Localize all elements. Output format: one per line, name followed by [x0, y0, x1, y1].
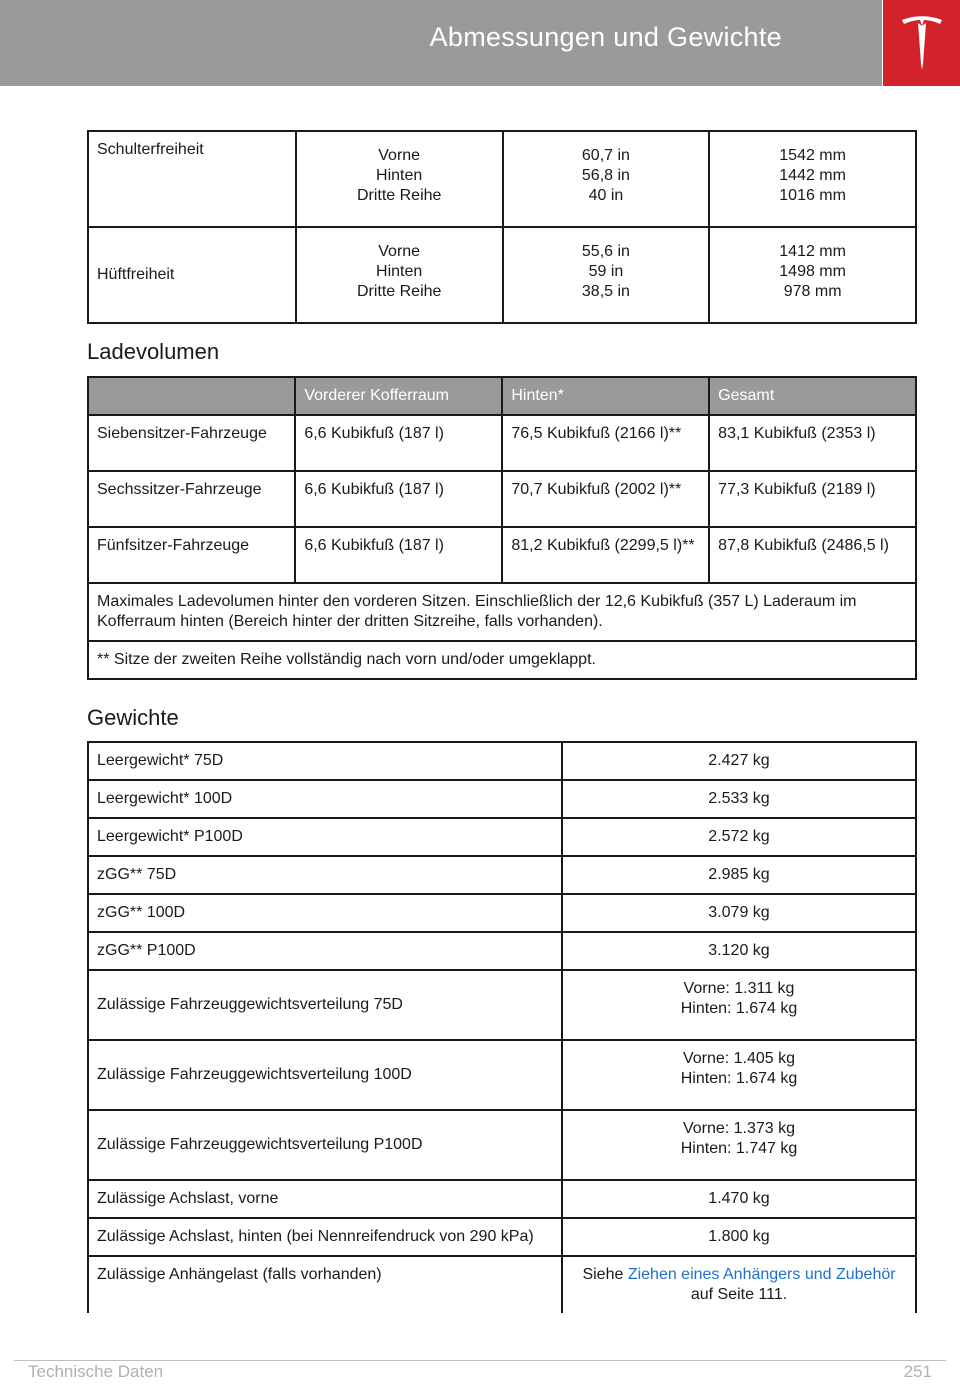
table-row: [88, 131, 916, 227]
weight-label: Leergewicht* 75D: [88, 742, 562, 780]
cell-line: Hinten: [376, 263, 423, 280]
column-header: Gesamt: [709, 377, 916, 415]
table-row: [88, 1218, 916, 1256]
cargo-footnote: ** Sitze der zweiten Reihe vollständig nach vorn und/oder umgeklappt.: [88, 641, 916, 679]
table-row: [88, 856, 916, 894]
weight-value: 3.079 kg: [562, 894, 916, 932]
trailer-suffix: auf Seite 111.: [690, 1286, 788, 1303]
table-cell: Fünfsitzer-Fahrzeuge: [88, 527, 295, 583]
table-row: [88, 932, 916, 970]
weight-label: zGG** 100D: [88, 894, 562, 932]
value-line: Hinten: 1.747 kg: [680, 1140, 798, 1157]
header-band: [0, 0, 882, 86]
column-header: Hinten*: [502, 377, 709, 415]
page-number: 251: [903, 1362, 932, 1381]
row-label: Schulterfreiheit: [88, 131, 296, 227]
table-cell: 77,3 Kubikfuß (2189 l): [709, 471, 916, 527]
tesla-logo-icon: [900, 14, 944, 72]
table-cell: Siebensitzer-Fahrzeuge: [88, 415, 295, 471]
trailer-prefix: Siehe: [582, 1266, 624, 1283]
section-heading-weights: Gewichte: [87, 705, 179, 730]
weight-label: Zulässige Fahrzeuggewichtsverteilung 100D: [88, 1040, 562, 1110]
cell-line: 40 in: [588, 187, 624, 204]
weight-value: 2.533 kg: [562, 780, 916, 818]
weight-value: 2.427 kg: [562, 742, 916, 780]
inches-cell: [503, 227, 710, 323]
value-line: Vorne: 1.311 kg: [683, 980, 795, 997]
positions-cell: [296, 131, 503, 227]
cell-line: 60,7 in: [581, 147, 630, 164]
weight-label: zGG** 75D: [88, 856, 562, 894]
mm-cell: [709, 227, 916, 323]
section-heading-cargo: Ladevolumen: [87, 339, 220, 364]
table-row: [88, 1256, 916, 1313]
weight-value: 3.120 kg: [562, 932, 916, 970]
weight-label: Zulässige Fahrzeuggewichtsverteilung 75D: [88, 970, 562, 1040]
table-cell: 83,1 Kubikfuß (2353 l): [709, 415, 916, 471]
space-table: [87, 130, 917, 324]
weight-value: 1.470 kg: [562, 1180, 916, 1218]
table-row: [88, 471, 916, 527]
column-header: Vorderer Kofferraum: [295, 377, 502, 415]
cargo-table: [87, 376, 917, 680]
cell-line: 59 in: [588, 263, 624, 280]
weight-label: Zulässige Anhängelast (falls vorhanden): [88, 1256, 562, 1313]
weight-label: Zulässige Achslast, hinten (bei Nennreifendruck von 290 kPa): [88, 1218, 562, 1256]
table-row: [88, 1110, 916, 1180]
table-cell: 70,7 Kubikfuß (2002 l)**: [502, 471, 709, 527]
mm-cell: [709, 131, 916, 227]
cell-line: Dritte Reihe: [356, 187, 442, 204]
weight-value: 2.572 kg: [562, 818, 916, 856]
logo-box: [883, 0, 960, 86]
cell-line: Dritte Reihe: [356, 283, 442, 300]
table-cell: 6,6 Kubikfuß (187 l): [295, 471, 502, 527]
table-cell: 87,8 Kubikfuß (2486,5 l): [709, 527, 916, 583]
weight-label: Zulässige Fahrzeuggewichtsverteilung P100D: [88, 1110, 562, 1180]
table-note-row: [88, 583, 916, 641]
table-row: [88, 1040, 916, 1110]
weight-label: Leergewicht* P100D: [88, 818, 562, 856]
trailer-link[interactable]: Ziehen eines Anhängers und Zubehör: [627, 1266, 896, 1283]
table-cell: 76,5 Kubikfuß (2166 l)**: [502, 415, 709, 471]
weight-label: Leergewicht* 100D: [88, 780, 562, 818]
positions-cell: [296, 227, 503, 323]
column-header: [88, 377, 295, 415]
table-row: [88, 780, 916, 818]
table-row: [88, 970, 916, 1040]
value-line: Hinten: 1.674 kg: [680, 1070, 798, 1087]
weight-label: zGG** P100D: [88, 932, 562, 970]
table-header-row: [88, 377, 916, 415]
table-note-row: [88, 641, 916, 679]
cell-line: 56,8 in: [581, 167, 630, 184]
cell-line: Vorne: [378, 243, 421, 260]
value-line: Vorne: 1.405 kg: [682, 1050, 796, 1067]
value-line: Vorne: 1.373 kg: [682, 1120, 796, 1137]
weight-value: [562, 1040, 916, 1110]
cargo-note: Maximales Ladevolumen hinter den vorderen Sitzen. Einschließlich der 12,6 Kubikfuß (357 L) Laderaum im Kofferraum hinten (Bereich hinter der dritten Sitzreihe, falls vorhanden).: [88, 583, 916, 641]
table-cell: 6,6 Kubikfuß (187 l): [295, 415, 502, 471]
weight-value: [562, 970, 916, 1040]
weight-label: Zulässige Achslast, vorne: [88, 1180, 562, 1218]
weight-value: [562, 1110, 916, 1180]
table-row: [88, 818, 916, 856]
inches-cell: [503, 131, 710, 227]
footer-divider: [14, 1360, 946, 1361]
cell-line: Hinten: [376, 167, 423, 184]
cell-line: 978 mm: [783, 283, 842, 300]
weight-value: 2.985 kg: [562, 856, 916, 894]
page-title: Abmessungen und Gewichte: [429, 22, 782, 52]
table-row: [88, 894, 916, 932]
table-row: [88, 1180, 916, 1218]
row-label: Hüftfreiheit: [88, 227, 296, 323]
weight-value: 1.800 kg: [562, 1218, 916, 1256]
cell-line: 55,6 in: [581, 243, 630, 260]
cell-line: 1412 mm: [779, 243, 846, 260]
cell-line: Vorne: [378, 147, 421, 164]
value-line: Hinten: 1.674 kg: [680, 1000, 798, 1017]
table-cell: Sechssitzer-Fahrzeuge: [88, 471, 295, 527]
cell-line: 1542 mm: [779, 147, 846, 164]
table-row: [88, 415, 916, 471]
cell-line: 1016 mm: [779, 187, 846, 204]
table-row: [88, 227, 916, 323]
cell-line: 38,5 in: [581, 283, 630, 300]
table-row: [88, 742, 916, 780]
table-cell: 81,2 Kubikfuß (2299,5 l)**: [502, 527, 709, 583]
table-row: [88, 527, 916, 583]
footer-section: Technische Daten: [28, 1362, 164, 1381]
cell-line: 1442 mm: [779, 167, 846, 184]
cell-line: 1498 mm: [779, 263, 846, 280]
table-cell: 6,6 Kubikfuß (187 l): [295, 527, 502, 583]
weights-table: [87, 741, 917, 1313]
weight-value: [562, 1256, 916, 1313]
